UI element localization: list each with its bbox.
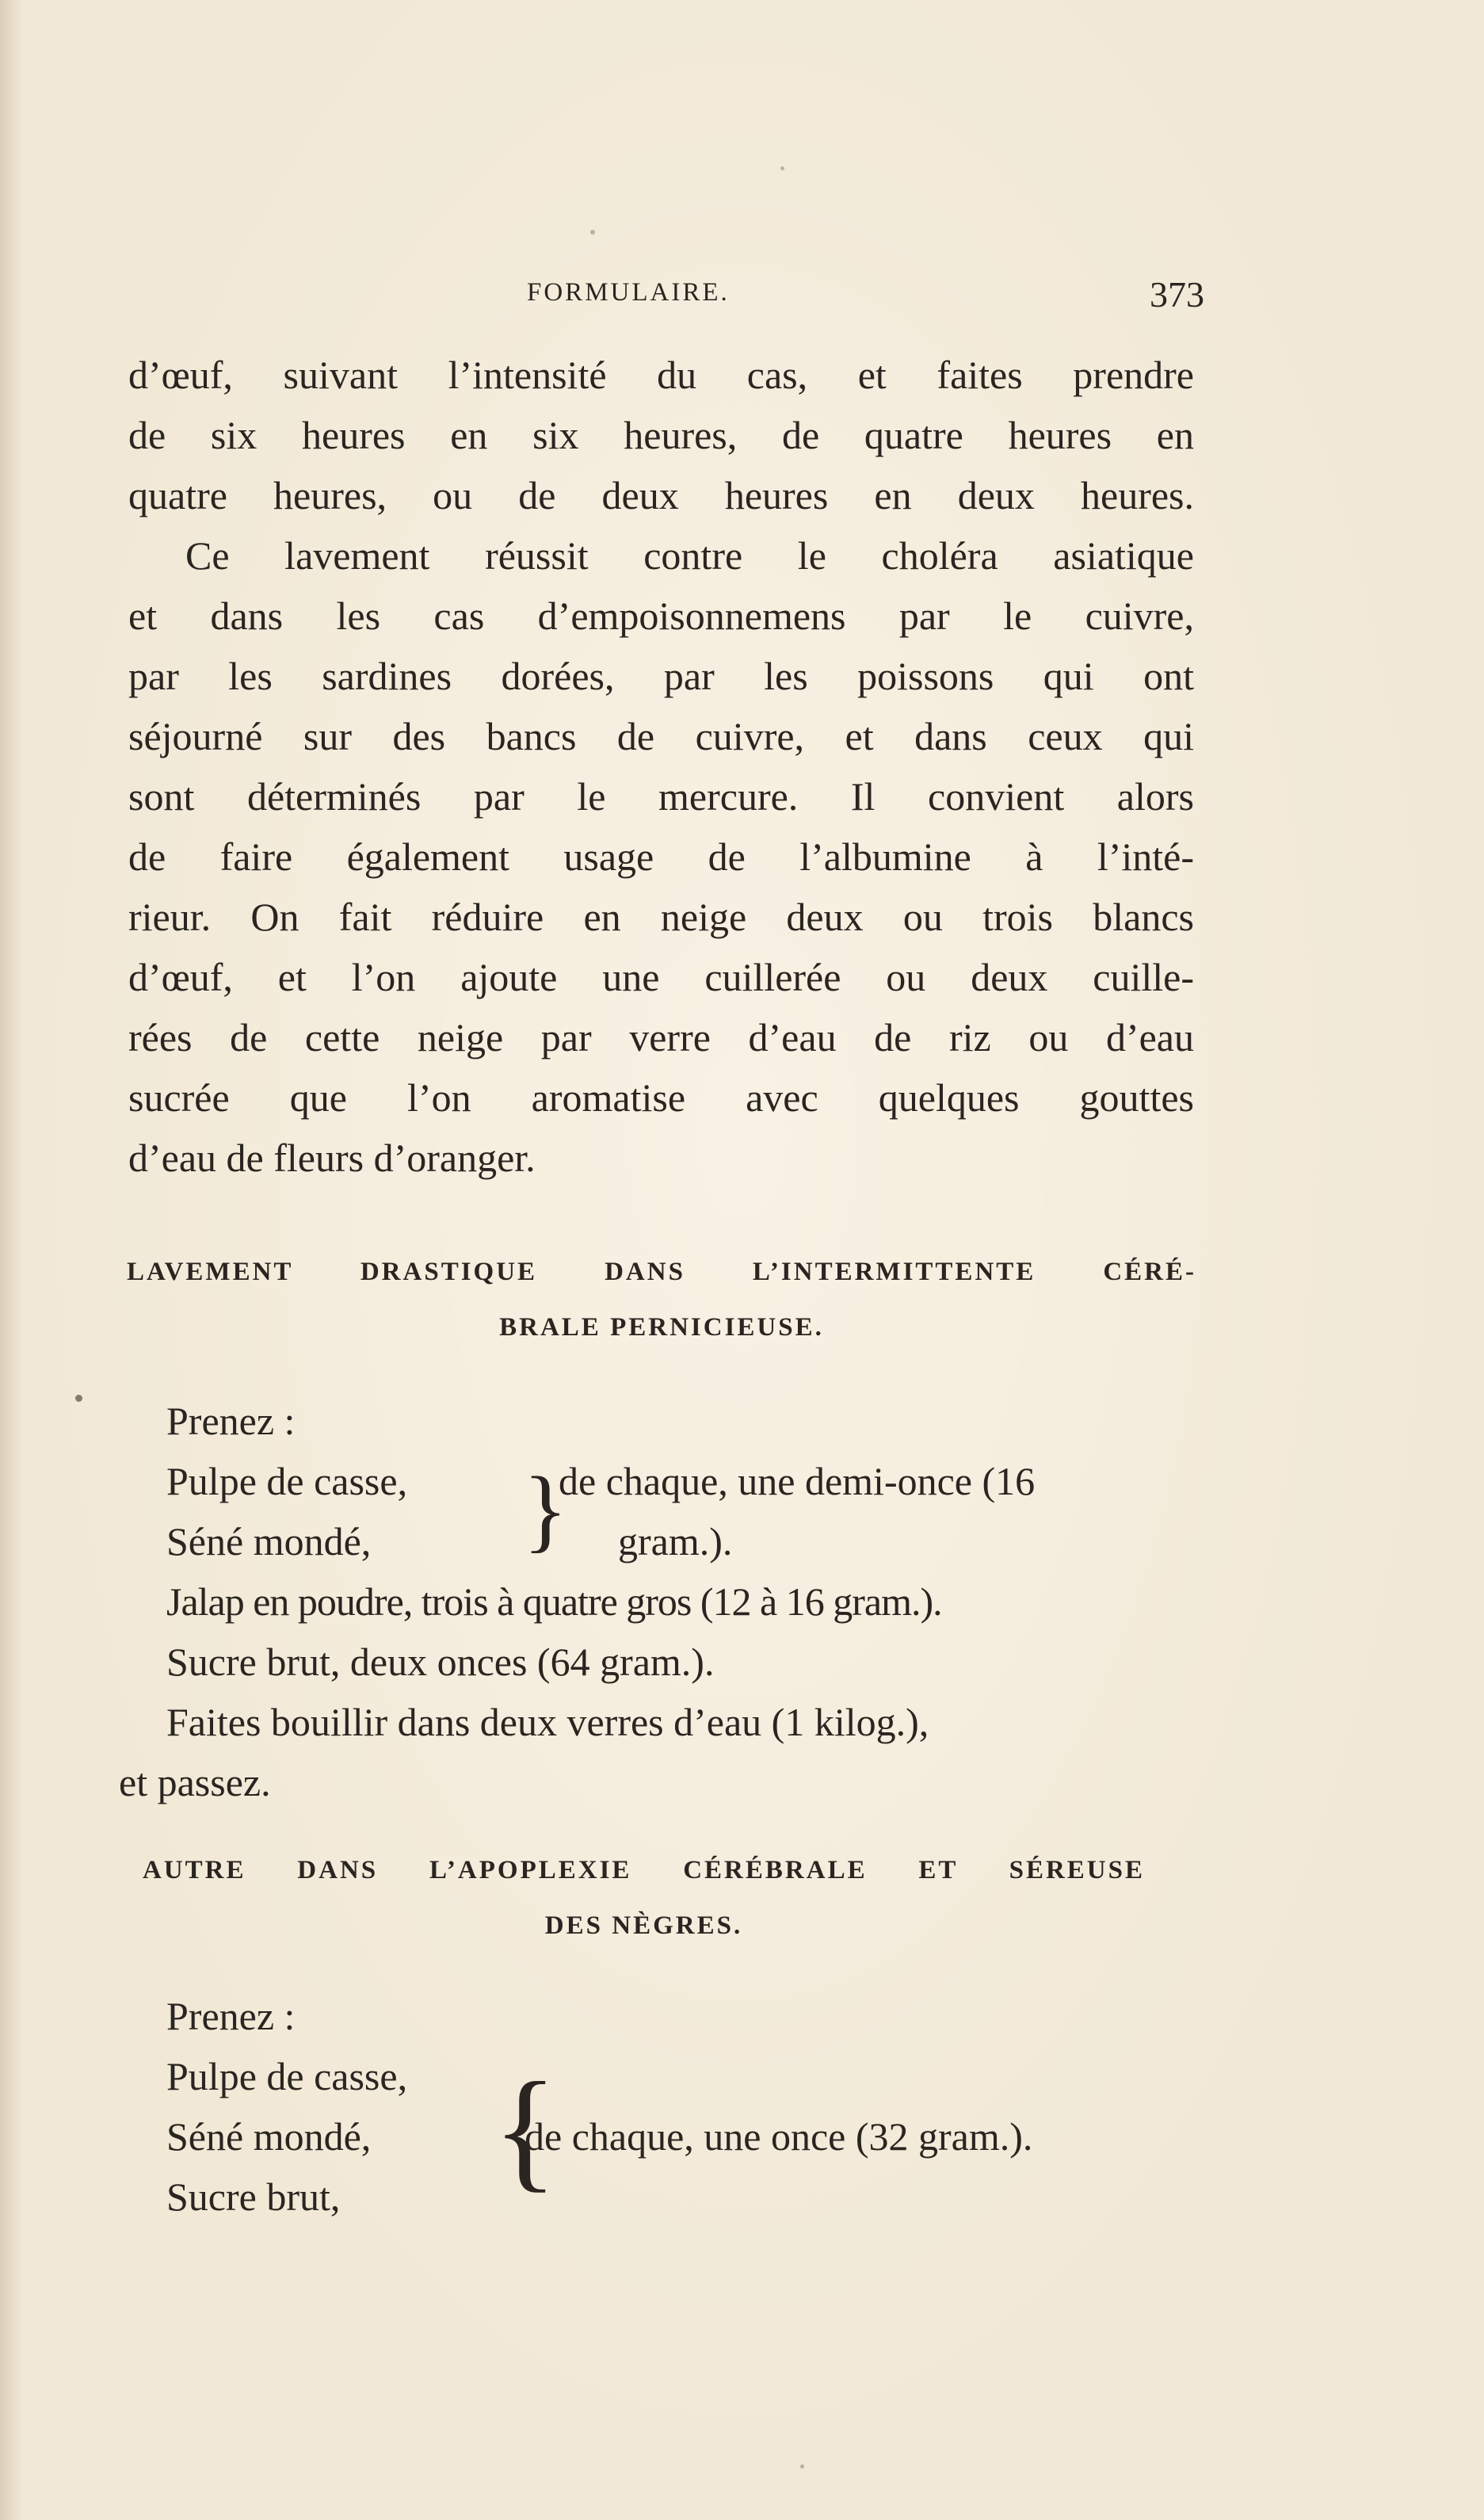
recipe-2 (166, 1986, 407, 2227)
text-line: rées de cette neige par verre d’eau de riz ou d’eau (128, 1015, 1194, 1060)
ingredient: Séné mondé, (166, 1519, 372, 1564)
dose-text: de chaque, une once (32 gram.). (525, 2114, 1033, 2159)
text-line: sont déterminés par le mercure. Il convient alors (128, 774, 1194, 819)
text-line: quatre heures, ou de deux heures en deux heures. (128, 473, 1194, 517)
section-heading-2 (143, 1842, 1145, 1953)
dose-text: gram.). (618, 1519, 733, 1564)
text-line: Ce lavement réussit contre le choléra asiatique (185, 533, 1194, 578)
ingredient: Sucre brut, (166, 2174, 341, 2219)
ingredient: Pulpe de casse, (166, 1459, 408, 1503)
heading-line: LAVEMENT DRASTIQUE DANS L’INTERMITTENTE CÉRÉ- (127, 1258, 1196, 1286)
intro-paragraph (128, 345, 1194, 1188)
text-line: séjourné sur des bancs de cuivre, et dans ceux qui (128, 714, 1194, 758)
recipe-1-end (119, 1752, 271, 1812)
text-line: sucrée que l’on aromatise avec quelques gouttes (128, 1075, 1194, 1120)
instruction: et passez. (119, 1760, 271, 1804)
text-line: rieur. On fait réduire en neige deux ou trois blancs (128, 895, 1194, 939)
paper-speck (590, 230, 595, 235)
text-line: par les sardines dorées, par les poissons qui ont (128, 654, 1194, 698)
brace-icon: } (523, 1457, 568, 1561)
heading-line: DES NÈGRES. (544, 1911, 743, 1940)
text-line: d’œuf, et l’on ajoute une cuillerée ou deux cuille- (128, 955, 1194, 999)
page-edge-shadow (0, 0, 22, 2520)
paper-speck (800, 2465, 804, 2468)
prenez-label: Prenez : (166, 1399, 296, 1443)
text-line: de six heures en six heures, de quatre heures en (128, 413, 1194, 457)
recipe-1 (166, 1391, 407, 1571)
shared-dose-2 (525, 2106, 1032, 2167)
heading-line: AUTRE DANS L’APOPLEXIE CÉRÉBRALE ET SÉREUSE (143, 1856, 1145, 1884)
text-line: et dans les cas d’empoisonnemens par le cuivre, (128, 594, 1194, 638)
recipe-1-continued (166, 1571, 1196, 1752)
ingredient: Séné mondé, (166, 2114, 372, 2159)
ingredient: Pulpe de casse, (166, 2054, 408, 2098)
paper-speck (780, 166, 784, 170)
prenez-label: Prenez : (166, 1994, 296, 2038)
running-head-title: FORMULAIRE. (527, 278, 730, 307)
text-line: d’œuf, suivant l’intensité du cas, et faites prendre (128, 353, 1194, 397)
paper-speck (75, 1395, 82, 1402)
ingredient: Jalap en poudre, trois à quatre gros (12 à 16 gram.). (166, 1579, 942, 1624)
shared-dose-1 (559, 1451, 1035, 1571)
text-line: de faire également usage de l’albumine à l’inté- (128, 834, 1194, 879)
section-heading-1 (127, 1244, 1196, 1355)
ingredient: Sucre brut, deux onces (64 gram.). (166, 1640, 715, 1684)
instruction: Faites bouillir dans deux verres d’eau (1 kilog.), (166, 1700, 929, 1744)
text-line: d’eau de fleurs d’oranger. (128, 1136, 536, 1180)
heading-line: BRALE PERNICIEUSE. (499, 1313, 824, 1342)
page-number: 373 (1150, 274, 1204, 315)
dose-text: de chaque, une demi-once (16 (559, 1459, 1036, 1503)
running-head (127, 273, 1204, 321)
brace-icon: { (493, 2055, 558, 2204)
